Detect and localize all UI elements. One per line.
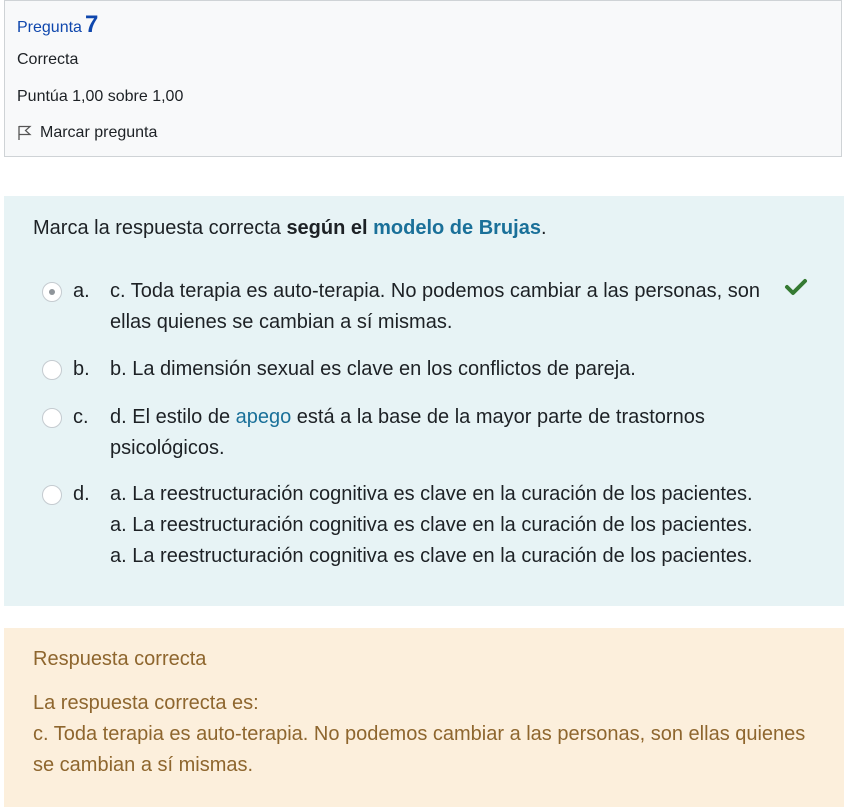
- answer-option-c[interactable]: [42, 402, 790, 464]
- question-text-bold: según el: [286, 217, 368, 239]
- right-answer-label: La respuesta correcta es:: [33, 692, 259, 714]
- answer-radio-c[interactable]: [42, 408, 62, 428]
- question-state: Correcta: [17, 51, 79, 68]
- answer-option-d[interactable]: [42, 479, 790, 572]
- answer-option-a[interactable]: [42, 276, 790, 338]
- flag-question-button[interactable]: [17, 124, 157, 142]
- answer-text-line: a. La reestructuración cognitiva es clave en la curación de los pacientes.: [110, 545, 753, 567]
- apego-link[interactable]: apego: [235, 406, 292, 428]
- question-grade: Puntúa 1,00 sobre 1,00: [17, 88, 184, 105]
- right-answer-text: c. Toda terapia es auto-terapia. No podemos cambiar a las personas, son ellas quienes se cambian a sí mismas.: [33, 723, 806, 776]
- question-text-suffix: .: [540, 217, 547, 239]
- modelo-de-brujas-link[interactable]: modelo de Brujas: [373, 217, 541, 239]
- answer-text-before: d. El estilo de: [110, 406, 236, 428]
- answer-radio-b[interactable]: [42, 360, 62, 380]
- question-title: [17, 11, 98, 39]
- answer-text: b. La dimensión sexual es clave en los conflictos de pareja.: [110, 358, 636, 380]
- answer-letter: d.: [73, 483, 90, 505]
- answer-text-line: a. La reestructuración cognitiva es clave en la curación de los pacientes.: [110, 483, 753, 505]
- feedback-panel: [4, 628, 844, 807]
- answer-text-line: a. La reestructuración cognitiva es clave en la curación de los pacientes.: [110, 514, 753, 536]
- answer-option-b[interactable]: [42, 354, 790, 385]
- answer-letter: b.: [73, 358, 90, 380]
- question-text: [33, 213, 547, 243]
- flag-question-label: Marcar pregunta: [40, 124, 158, 141]
- question-label: Pregunta: [17, 19, 82, 36]
- answer-text: [110, 402, 790, 464]
- answer-letter: c.: [73, 406, 89, 428]
- check-icon: [784, 276, 808, 298]
- answer-text-after: está a la base de la mayor parte de trastornos psicológicos.: [110, 406, 705, 459]
- answer-letter: a.: [73, 280, 90, 302]
- flag-icon: [17, 125, 32, 141]
- answer-radio-a[interactable]: [42, 282, 62, 302]
- answer-text: c. Toda terapia es auto-terapia. No podemos cambiar a las personas, son ellas quienes se cambian a sí mismas.: [110, 280, 760, 333]
- answer-text: [110, 479, 790, 572]
- answer-radio-d[interactable]: [42, 485, 62, 505]
- question-text-prefix: Marca la respuesta correcta: [33, 217, 287, 239]
- question-content: [4, 196, 844, 606]
- question-info-panel: [4, 0, 842, 157]
- question-number: 7: [84, 11, 99, 38]
- feedback-title: Respuesta correcta: [33, 648, 207, 670]
